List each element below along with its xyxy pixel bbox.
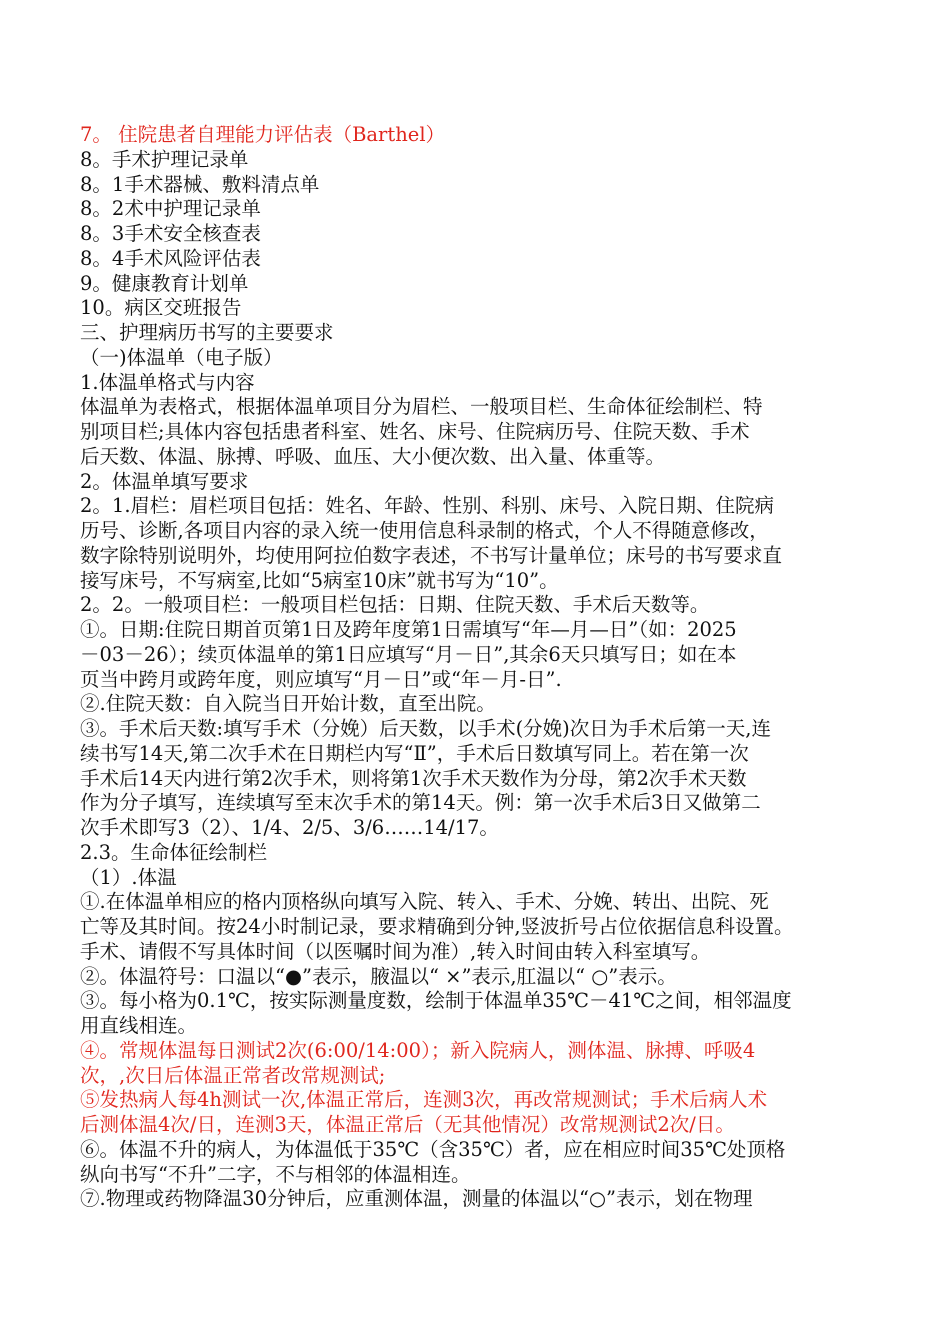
line-risk-assessment: 8。4手术风险评估表 <box>80 246 261 270</box>
highlight-line: 后测体温4次/日，连测3天，体温正常后（无其他情况）改常规测试2次/日。 <box>80 1113 735 1136</box>
body-line: 次手术即写3（2）、1/4、2/5、3/6……14/17。 <box>80 816 499 839</box>
body-line: 接写床号，不写病室,比如“5病室10床”就书写为“10”。 <box>80 568 559 592</box>
body-line: ③。手术后天数:填写手术（分娩）后天数，以手术(分娩)次日为手术后第一天,连 <box>80 717 771 740</box>
body-line: －03－26）；续页体温单的第1日应填写“月－日”,其余6天只填写日；如在本 <box>80 642 737 666</box>
body-line: ⑥。体温不升的病人，为体温低于35℃（含35℃）者，应在相应时间35℃处顶格 <box>80 1137 786 1161</box>
body-line: 手术后14天内进行第2次手术，则将第1次手术天数作为分母，第2次手术天数 <box>80 766 747 790</box>
line-safety-checklist: 8。3手术安全核查表 <box>80 222 261 245</box>
line-barthel-form: 7。 住院患者自理能力评估表（Barthel） <box>80 123 446 146</box>
line-health-education: 9。健康教育计划单 <box>80 271 249 295</box>
body-line: 作为分子填写，连续填写至末次手术的第14天。例：第一次手术后3日又做第二 <box>80 791 761 815</box>
body-line: 用直线相连。 <box>80 1014 198 1037</box>
paragraph-heading: 2.3。生命体征绘制栏 <box>80 840 268 864</box>
body-line: 页当中跨月或跨年度，则应填写“月－日”或“年－月-日”. <box>80 667 562 691</box>
body-line: 后天数、体温、脉搏、呼吸、血压、大小便次数、出入量、体重等。 <box>80 444 666 468</box>
body-line: 续书写14天,第二次手术在日期栏内写“Ⅱ”，手术后日数填写同上。若在第一次 <box>80 741 749 765</box>
body-line: 历号、诊断,各项目内容的录入统一使用信息科录制的格式，个人不得随意修改， <box>80 519 769 542</box>
paragraph-heading: （1）.体温 <box>80 865 177 889</box>
body-line: 亡等及其时间。按24小时制记录，要求精确到分钟,竖波折号占位依据信息科设置。 <box>80 915 794 938</box>
paragraph-heading: 2。体温单填写要求 <box>80 469 249 493</box>
body-line: ③。每小格为0.1℃，按实际测量度数，绘制于体温单35℃－41℃之间，相邻温度 <box>80 989 792 1013</box>
paragraph-heading: 1.体温单格式与内容 <box>80 370 255 394</box>
highlight-line: ⑤发热病人每4h测试一次,体温正常后，连测3次，再改常规测试；手术后病人术 <box>80 1088 768 1112</box>
line-intraop-record: 8。2术中护理记录单 <box>80 197 261 221</box>
body-line: 数字除特别说明外，均使用阿拉伯数字表述，不书写计量单位；床号的书写要求直 <box>80 543 783 567</box>
subsection-heading: （一)体温单（电子版） <box>80 345 283 369</box>
section-heading: 三、护理病历书写的主要要求 <box>80 321 334 344</box>
body-line: 手术、请假不写具体时间（以医嘱时间为准）,转入时间由转入科室填写。 <box>80 939 711 963</box>
body-line: 纵向书写“不升”二字，不与相邻的体温相连。 <box>80 1162 471 1186</box>
body-line: 体温单为表格式，根据体温单项目分为眉栏、一般项目栏、生命体征绘制栏、特 <box>80 395 763 419</box>
body-line: ①。日期:住院日期首页第1日及跨年度第1日需填写“年—月—日”（如：2025 <box>80 618 737 641</box>
body-line: ①.在体温单相应的格内顶格纵向填写入院、转入、手术、分娩、转出、出院、死 <box>80 890 769 914</box>
body-line: ⑦.物理或药物降温30分钟后，应重测体温，测量的体温以“○”表示，划在物理 <box>80 1187 753 1211</box>
highlight-line: ④。常规体温每日测试2次(6:00/14:00）；新入院病人，测体温、脉搏、呼吸4 <box>80 1038 756 1062</box>
body-line: 2。2。一般项目栏：一般项目栏包括：日期、住院天数、手术后天数等。 <box>80 593 710 617</box>
body-line: 别项目栏;具体内容包括患者科室、姓名、床号、住院病历号、住院天数、手术 <box>80 420 750 443</box>
line-shift-report: 10。病区交班报告 <box>80 296 242 320</box>
body-line: ②.住院天数：自入院当日开始计数，直至出院。 <box>80 692 496 716</box>
highlight-line: 次，,次日后体温正常者改常规测试; <box>80 1063 386 1087</box>
line-surgical-nursing-record: 8。手术护理记录单 <box>80 147 249 171</box>
line-instrument-count: 8。1手术器械、敷料清点单 <box>80 172 320 196</box>
document-page <box>80 123 880 1212</box>
body-line: ②。体温符号：口温以“●”表示，腋温以“ ×”表示,肛温以“ ○”表示。 <box>80 964 677 988</box>
body-line: 2。1.眉栏：眉栏项目包括：姓名、年龄、性别、科别、床号、入院日期、住院病 <box>80 494 775 518</box>
